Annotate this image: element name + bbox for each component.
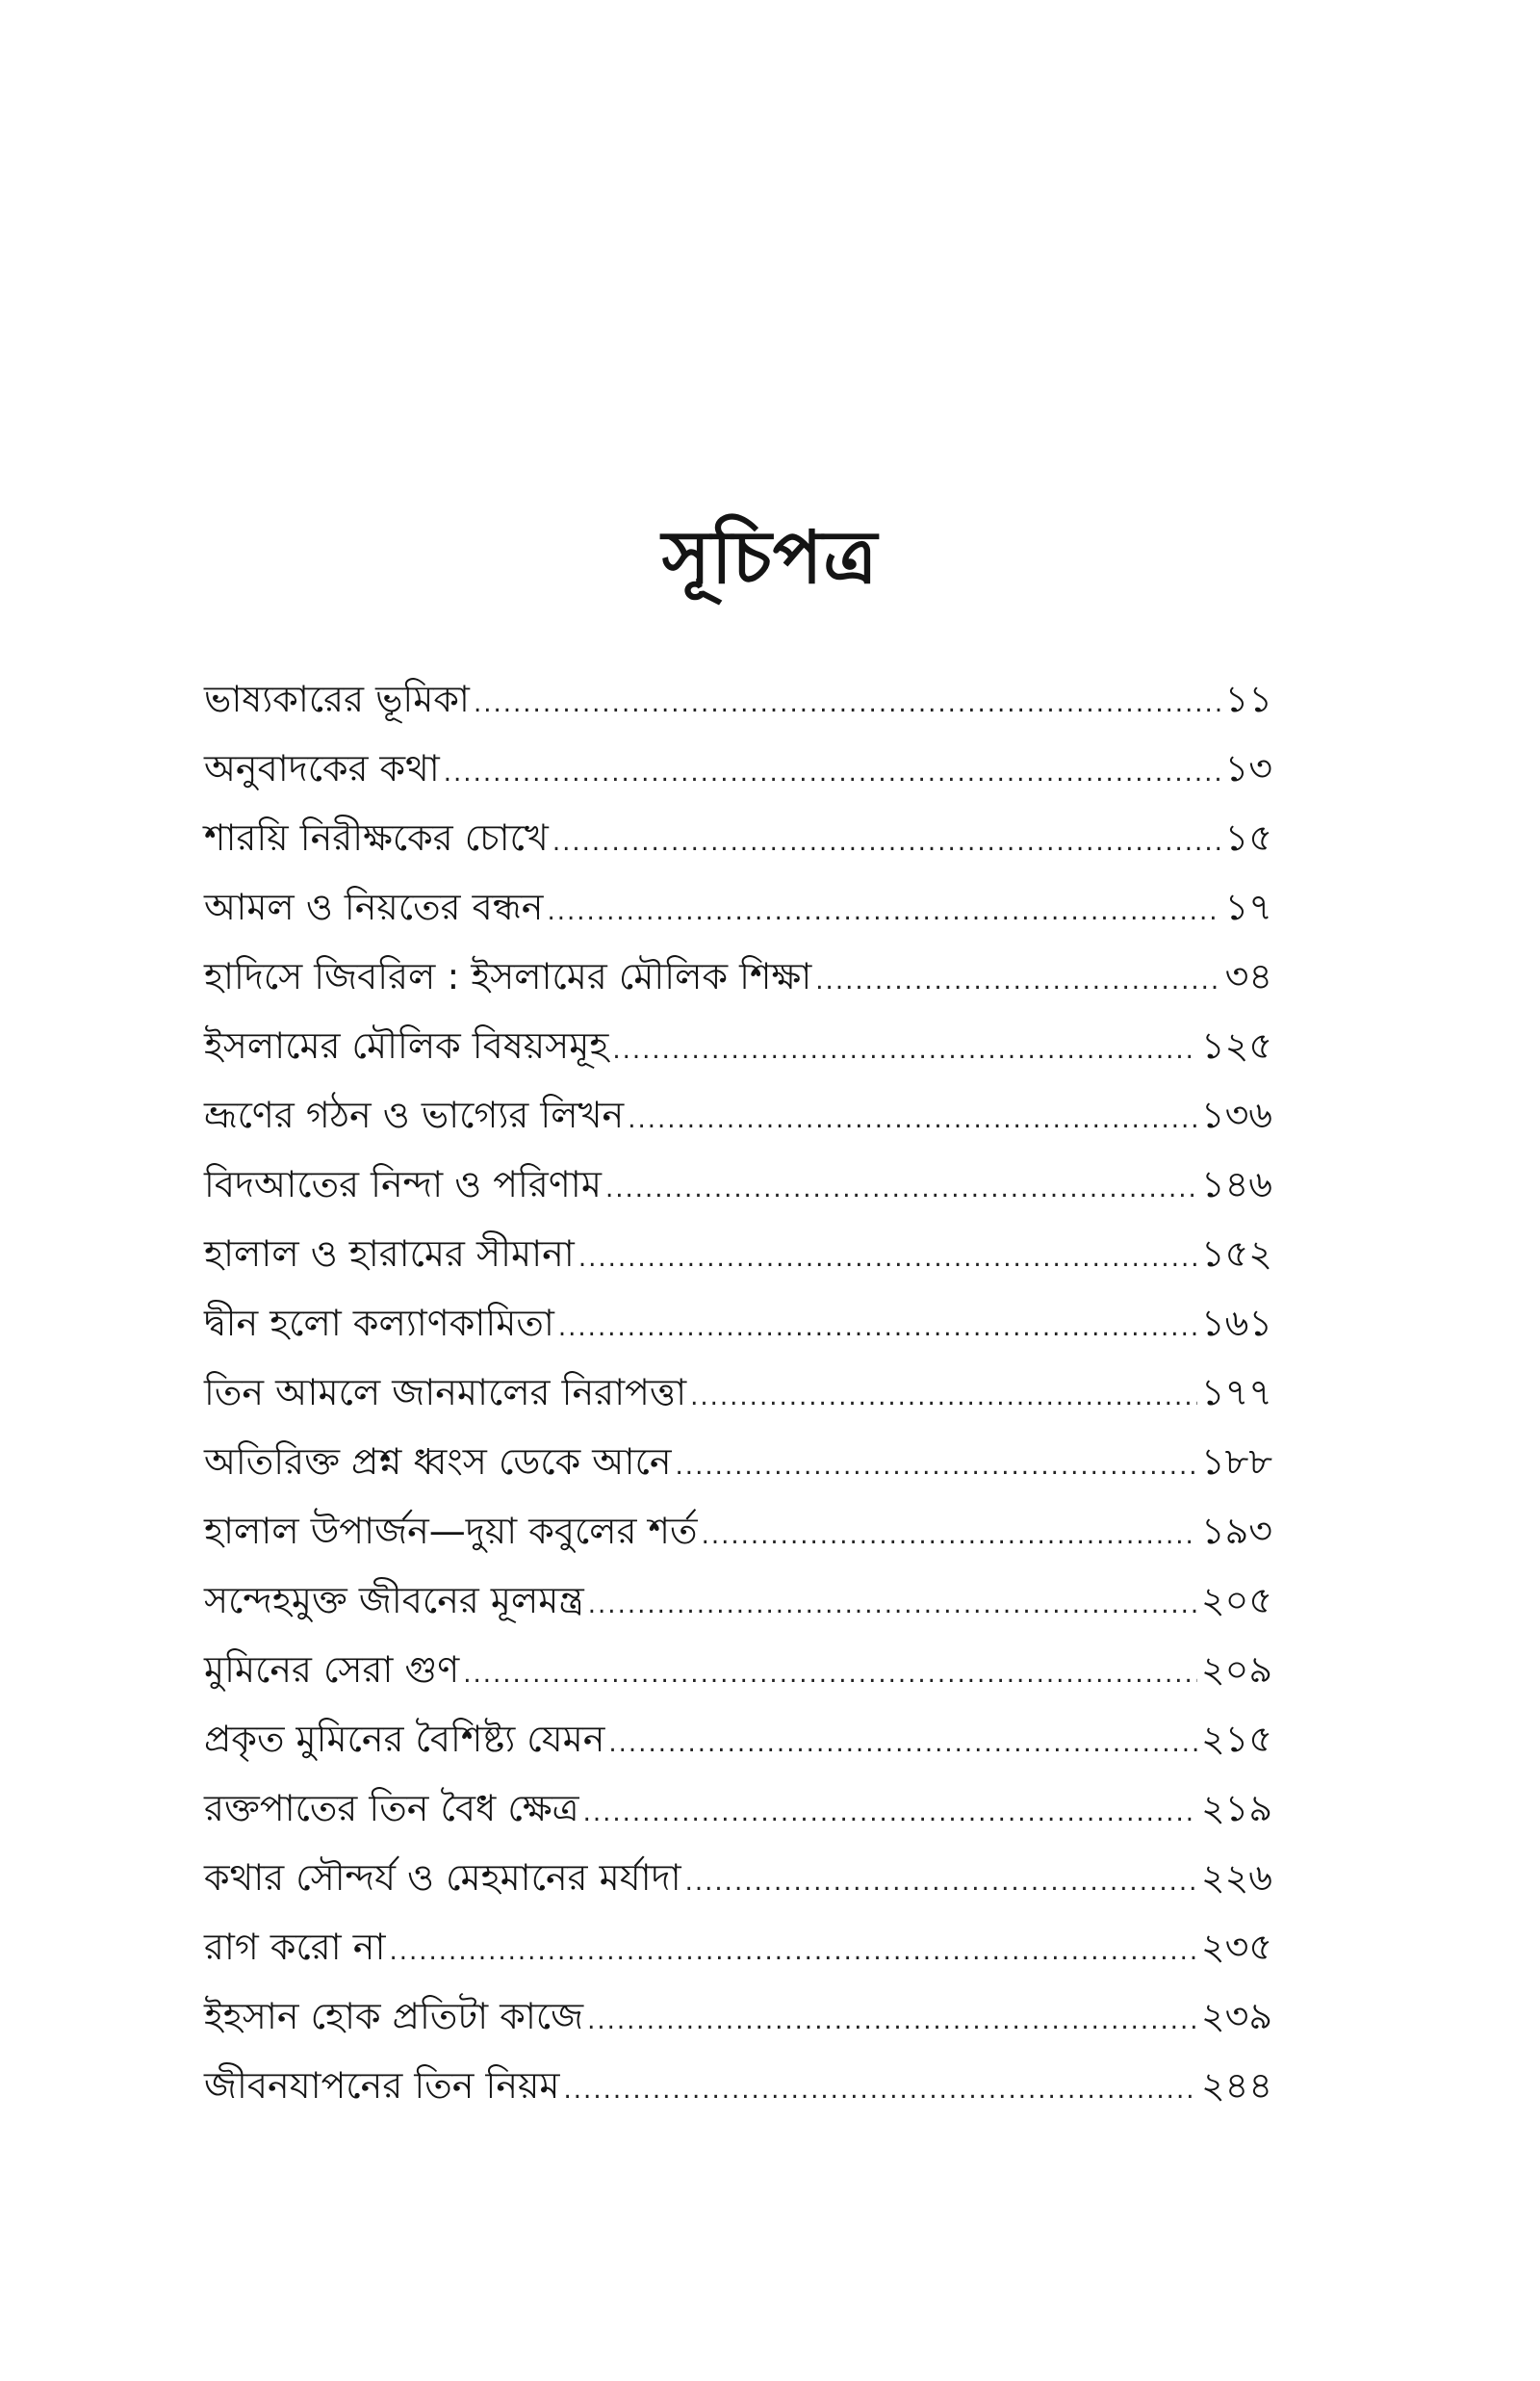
toc-entry (204, 872, 1272, 942)
dot-leader (552, 808, 1221, 877)
toc-entry-title: দ্বীন হলো কল্যাণকামিতা (204, 1302, 554, 1344)
toc-entry (204, 1080, 1272, 1150)
toc-entry-title: ভাষ্যকারের ভূমিকা (204, 678, 470, 720)
toc-entry (204, 1288, 1272, 1358)
toc-entry-title: কথার সৌন্দর্য ও মেহমানের মর্যাদা (204, 1856, 681, 1899)
toc-entry (204, 1496, 1272, 1566)
toc-entry-page: ১৭ (1224, 886, 1272, 928)
toc-entry-title: প্রকৃত মুমিনের বৈশিষ্ট্য যেমন (204, 1718, 605, 1760)
toc-entry-page: ২৩৫ (1200, 1926, 1272, 1968)
dot-leader (676, 1432, 1197, 1501)
toc-entry-page: ১২৫ (1200, 1024, 1272, 1067)
toc-entry (204, 1843, 1272, 1912)
dot-leader (690, 1362, 1197, 1432)
dot-leader (605, 1154, 1197, 1224)
dot-leader (815, 946, 1220, 1016)
dot-leader (588, 1570, 1197, 1640)
toc-entry-title: মুমিনের সেরা গুণ (204, 1648, 460, 1691)
dot-leader (564, 2056, 1197, 2125)
toc-entry (204, 1427, 1272, 1496)
dot-leader (608, 1709, 1197, 1778)
toc-entry (204, 1219, 1272, 1288)
toc-entry (204, 803, 1272, 872)
toc-entry (204, 1566, 1272, 1635)
toc-entry (204, 1704, 1272, 1773)
dot-leader (612, 1016, 1197, 1085)
toc-entry (204, 734, 1272, 803)
toc-entry (204, 942, 1272, 1011)
toc-entry-title: শারয়ি নিরীক্ষকের চোখে (204, 816, 549, 859)
toc-entry (204, 1773, 1272, 1843)
dot-leader (587, 1986, 1197, 2056)
table-of-contents (204, 664, 1272, 2120)
toc-entry-title: জীবনযাপনের তিন নিয়ম (204, 2064, 560, 2107)
toc-entry-page: ১১ (1224, 678, 1272, 720)
toc-entry (204, 1912, 1272, 1981)
toc-entry (204, 1150, 1272, 1219)
toc-entry-page: ২৪৪ (1200, 2064, 1272, 2107)
toc-entry-page: ২০৯ (1200, 1648, 1272, 1691)
toc-entry (204, 1358, 1272, 1427)
dot-leader (628, 1085, 1197, 1154)
toc-entry-page: ১৩৬ (1200, 1094, 1272, 1136)
toc-entry-page: ১৮৮ (1201, 1440, 1272, 1483)
toc-entry-page: ২১৯ (1200, 1787, 1272, 1829)
dot-leader (558, 1293, 1197, 1362)
dot-leader (474, 669, 1221, 738)
toc-entry-page: ১৪৬ (1200, 1163, 1272, 1205)
toc-entry (204, 1635, 1272, 1704)
toc-entry-page: ১৭৭ (1200, 1371, 1272, 1413)
toc-entry-page: ১৫২ (1200, 1232, 1272, 1275)
toc-entry (204, 1981, 1272, 2051)
dot-leader (578, 1224, 1197, 1293)
toc-entry-title: হালাল উপার্জন—দুয়া কবুলের শর্ত (204, 1510, 698, 1552)
dot-leader (702, 1501, 1197, 1570)
toc-entry-page: ২৩৯ (1200, 1995, 1272, 2037)
toc-entry-title: হালাল ও হারামের সীমানা (204, 1232, 575, 1275)
dot-leader (444, 738, 1221, 808)
dot-leader (548, 877, 1221, 946)
dot-leader (685, 1848, 1197, 1917)
toc-entry (204, 2051, 1272, 2120)
dot-leader (389, 1917, 1196, 1986)
toc-entry-title: ইহসান হোক প্রতিটা কাজে (204, 1995, 584, 2037)
toc-entry-title: রক্তপাতের তিন বৈধ ক্ষেত্র (204, 1787, 579, 1829)
toc-entry-title: অতিরিক্ত প্রশ্ন ধ্বংস ডেকে আনে (204, 1440, 672, 1483)
toc-entry-title: অনুবাদকের কথা (204, 747, 440, 789)
toc-entry (204, 1011, 1272, 1080)
toc-entry-page: ৩৪ (1224, 955, 1272, 997)
toc-entry-title: হাদিসে জিবরিল : ইসলামের মৌলিক শিক্ষা (204, 955, 812, 997)
toc-entry-title: সন্দেহমুক্ত জীবনের মূলমন্ত্র (204, 1579, 584, 1621)
toc-entry-page: ১৯৩ (1200, 1510, 1272, 1552)
toc-entry-page: ২২৬ (1200, 1856, 1272, 1899)
dot-leader (463, 1640, 1197, 1709)
toc-entry-title: আমল ও নিয়তের বন্ধন (204, 886, 544, 928)
toc-entry-title: তিন আমলে জানমালের নিরাপত্তা (204, 1371, 687, 1413)
toc-entry-page: ২১৫ (1200, 1718, 1272, 1760)
dot-leader (583, 1778, 1197, 1848)
toc-entry-page: ১৫ (1224, 816, 1272, 859)
page-title: সূচিপত্র (661, 513, 879, 600)
toc-entry-page: ২০৫ (1200, 1579, 1272, 1621)
toc-entry-page: ১৩ (1224, 747, 1272, 789)
toc-entry (204, 664, 1272, 734)
toc-entry-title: রাগ করো না (204, 1926, 386, 1968)
toc-entry-title: ভ্রূণের গঠন ও ভাগ্যের লিখন (204, 1094, 625, 1136)
toc-entry-title: ইসলামের মৌলিক বিষয়সমূহ (204, 1024, 609, 1067)
toc-entry-title: বিদআতের নিন্দা ও পরিণাম (204, 1163, 602, 1205)
toc-entry-page: ১৬১ (1200, 1302, 1272, 1344)
